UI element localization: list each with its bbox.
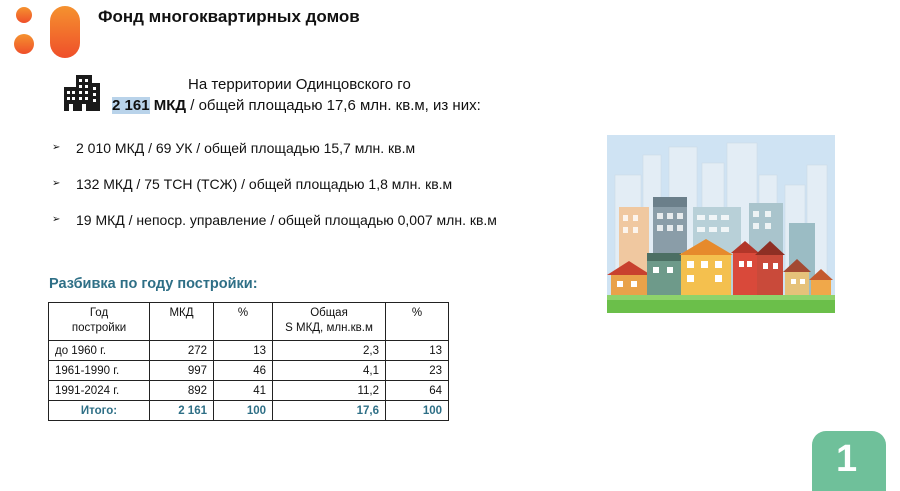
col-header-pct: %: [214, 303, 273, 341]
cell-pct: 41: [214, 381, 273, 401]
table-row: [49, 381, 449, 401]
col-header-area-pct: %: [386, 303, 449, 341]
bullet-text: 132 МКД / 75 ТСН (ТСЖ) / общей площадью 1,8 млн. кв.м: [76, 176, 453, 192]
arrow-bullet-icon: ➢: [52, 142, 61, 153]
cell-area-pct: 13: [386, 341, 449, 361]
brand-logo: [14, 6, 84, 58]
page-number: 1: [836, 438, 858, 480]
cell-area: 2,3: [273, 341, 386, 361]
intro-line-1: На территории Одинцовского го: [188, 76, 411, 93]
cell-mkd: 272: [150, 341, 214, 361]
arrow-bullet-icon: ➢: [52, 214, 61, 225]
cell-total-area-pct: 100: [386, 401, 449, 421]
table-row: [49, 341, 449, 361]
bullet-text: 2 010 МКД / 69 УК / общей площадью 15,7 млн. кв.м: [76, 140, 416, 156]
cell-mkd: 892: [150, 381, 214, 401]
bullet-text: 19 МКД / непоср. управление / общей площадью 0,007 млн. кв.м: [76, 212, 497, 228]
cell-total-pct: 100: [214, 401, 273, 421]
building-icon: [62, 75, 102, 111]
mkd-total-highlight: [112, 97, 186, 114]
cell-total-mkd: 2 161: [150, 401, 214, 421]
intro-line-2-rest: / общей площадью 17,6 млн. кв.м, из них:: [186, 97, 481, 114]
table-total-row: [49, 401, 449, 421]
cell-year: 1961-1990 г.: [49, 361, 150, 381]
intro-line-2: [112, 97, 481, 114]
col-header-area: Общая S МКД, млн.кв.м: [273, 303, 386, 341]
page-title: Фонд многоквартирных домов: [98, 7, 360, 26]
arrow-bullet-icon: ➢: [52, 178, 61, 189]
mkd-total-unit: МКД: [149, 97, 187, 114]
cell-total-label: Итого:: [49, 401, 150, 421]
table-header-row: [49, 303, 449, 341]
cell-area: 11,2: [273, 381, 386, 401]
col-header-year: Год постройки: [49, 303, 150, 341]
table-row: [49, 361, 449, 381]
cell-area-pct: 64: [386, 381, 449, 401]
col-header-mkd: МКД: [150, 303, 214, 341]
cell-area-pct: 23: [386, 361, 449, 381]
cell-total-area: 17,6: [273, 401, 386, 421]
mkd-total-number: 2 161: [112, 97, 150, 114]
cell-pct: 46: [214, 361, 273, 381]
cell-mkd: 997: [150, 361, 214, 381]
cell-year: до 1960 г.: [49, 341, 150, 361]
cell-pct: 13: [214, 341, 273, 361]
cell-area: 4,1: [273, 361, 386, 381]
cell-year: 1991-2024 г.: [49, 381, 150, 401]
city-illustration: [607, 135, 835, 313]
construction-year-table: [48, 302, 449, 421]
section-heading: Разбивка по году постройки:: [49, 276, 258, 292]
